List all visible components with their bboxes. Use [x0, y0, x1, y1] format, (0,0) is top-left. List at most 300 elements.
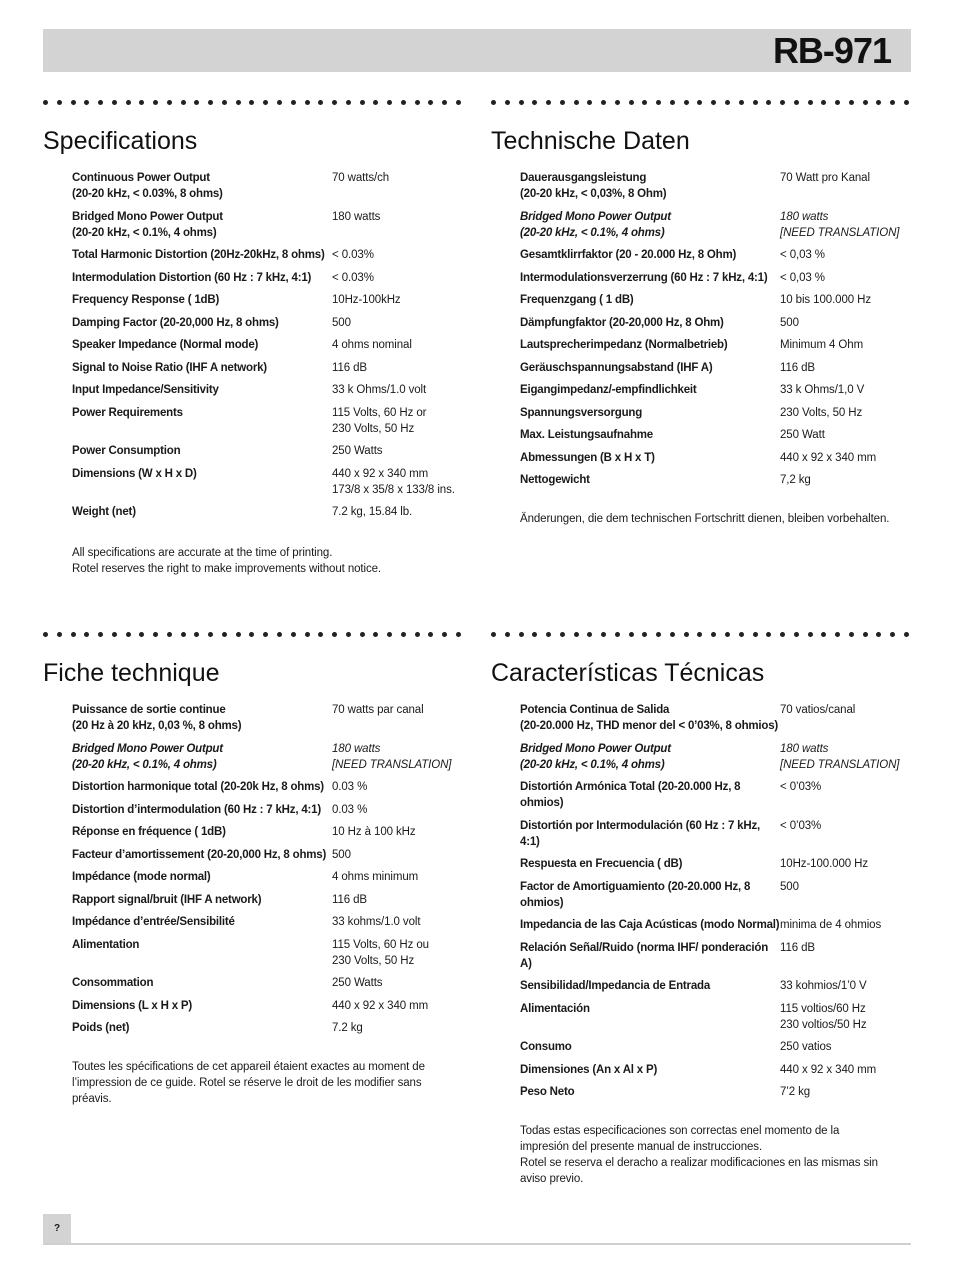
spec-value: < 0’03%	[780, 819, 822, 832]
divider-dot	[428, 632, 433, 637]
spec-value: 33 kohms/1.0 volt	[332, 916, 421, 928]
divider-dot	[711, 100, 716, 105]
divider-dot	[277, 632, 282, 637]
spec-row	[520, 702, 911, 734]
spec-value: 0.03 %	[332, 803, 368, 816]
divider-dot	[684, 100, 689, 105]
divider-dot	[222, 100, 227, 105]
spec-label: Dauerausgangsleistung (20-20 kHz, < 0,03%, 8 Ohm)	[520, 172, 667, 200]
spec-label: Speaker Impedance (Normal mode)	[72, 339, 259, 351]
divider-dot	[601, 632, 606, 637]
divider-dot	[442, 100, 447, 105]
divider-dot	[505, 100, 510, 105]
spec-row	[520, 209, 911, 241]
spec-label: Max. Leistungsaufnahme	[520, 429, 653, 441]
spec-value: 70 vatios/canal	[780, 704, 856, 716]
spec-label: Frequenzgang ( 1 dB)	[520, 294, 634, 306]
footer-rule	[43, 1243, 911, 1245]
divider-dot	[629, 100, 634, 105]
spec-label: Dimensions (W x H x D)	[72, 467, 197, 480]
spec-row	[520, 779, 911, 811]
spec-label: Consommation	[72, 977, 154, 989]
page-number: ?	[43, 1214, 71, 1244]
divider-dot	[84, 100, 89, 105]
spec-row	[520, 427, 911, 443]
divider-dot	[725, 100, 730, 105]
note-line: Toutes les spécifications de cet appareil étaient exactes au moment de	[72, 1061, 425, 1073]
spec-value: 250 vatios	[780, 1041, 832, 1053]
divider-dot	[415, 632, 420, 637]
spec-label: Signal to Noise Ratio (IHF A network)	[72, 361, 267, 374]
spec-label: Bridged Mono Power Output (20-20 kHz, < 0.1%, 4 ohms)	[520, 210, 671, 239]
spec-label: Rapport signal/bruit (IHF A network)	[72, 893, 262, 906]
divider-dot	[519, 100, 524, 105]
note-line: impresión del presente manual de instrucciones.	[520, 1141, 763, 1153]
divider-dot	[57, 632, 62, 637]
spec-row	[72, 824, 463, 840]
divider-dot	[766, 632, 771, 637]
spec-row	[520, 1084, 911, 1100]
spec-row	[520, 247, 911, 263]
divider-dot	[670, 632, 675, 637]
divider-dot	[876, 100, 881, 105]
spec-label: Poids (net)	[72, 1022, 130, 1034]
spec-label: Intermodulationsverzerrung (60 Hz : 7 kHz, 4:1)	[520, 271, 768, 284]
divider-dot	[519, 632, 524, 637]
divider-dot	[753, 100, 758, 105]
note-line: Änderungen, die dem technischen Fortschritt dienen, bleiben vorbehalten.	[520, 513, 890, 525]
spec-value: 180 watts [NEED TRANSLATION]	[780, 742, 900, 771]
divider-dot	[532, 100, 537, 105]
spec-label: Réponse en fréquence ( 1dB)	[72, 826, 226, 838]
note-line: l’impression de ce guide. Rotel se réserve le droit de les modifier sans	[72, 1077, 422, 1089]
divider-dot	[505, 632, 510, 637]
divider-dot	[456, 100, 461, 105]
section-note	[520, 511, 911, 527]
spec-row	[72, 998, 463, 1014]
spec-value: 33 kohmios/1’0 V	[780, 980, 867, 992]
spec-label: Bridged Mono Power Output (20-20 kHz, < 0.1%, 4 ohms)	[72, 742, 223, 771]
divider-dot	[780, 100, 785, 105]
divider-dot	[532, 632, 537, 637]
divider-dot	[491, 100, 496, 105]
spec-value: 180 watts [NEED TRANSLATION]	[780, 210, 900, 239]
spec-label: Continuous Power Output (20-20 kHz, < 0.03%, 8 ohms)	[72, 172, 223, 200]
spec-row	[520, 940, 911, 972]
divider-dot	[656, 100, 661, 105]
divider-dot	[57, 100, 62, 105]
spec-label: Power Consumption	[72, 445, 181, 457]
spec-value: 33 k Ohms/1.0 volt	[332, 384, 427, 396]
divider-dot	[236, 100, 241, 105]
divider-dot	[574, 632, 579, 637]
divider-dot	[263, 100, 268, 105]
spec-label: Frequency Response ( 1dB)	[72, 294, 220, 306]
divider-dot	[249, 100, 254, 105]
divider-dot	[904, 632, 909, 637]
divider-dot	[401, 100, 406, 105]
spec-row	[520, 1039, 911, 1055]
spec-row	[72, 914, 463, 930]
spec-row	[72, 360, 463, 376]
divider-dot	[863, 100, 868, 105]
dot-divider	[491, 100, 911, 106]
spec-row	[520, 315, 911, 331]
spec-value: < 0.03%	[332, 249, 374, 261]
spec-value: < 0’03%	[780, 781, 822, 793]
divider-dot	[808, 632, 813, 637]
divider-dot	[387, 100, 392, 105]
divider-dot	[305, 100, 310, 105]
divider-dot	[876, 632, 881, 637]
spec-value: 500	[332, 316, 351, 329]
divider-dot	[318, 100, 323, 105]
spec-value: minima de 4 ohmios	[780, 919, 882, 931]
spec-label: Dimensions (L x H x P)	[72, 999, 192, 1012]
divider-dot	[835, 632, 840, 637]
divider-dot	[126, 632, 131, 637]
spec-value: 70 Watt pro Kanal	[780, 172, 870, 184]
divider-dot	[236, 632, 241, 637]
divider-dot	[43, 632, 48, 637]
divider-dot	[415, 100, 420, 105]
spec-label: Input Impedance/Sensitivity	[72, 384, 219, 396]
spec-value: 10Hz-100.000 Hz	[780, 858, 868, 870]
spec-table	[72, 170, 463, 520]
section-specifications	[43, 100, 463, 577]
divider-dot	[587, 632, 592, 637]
spec-label: Total Harmonic Distortion (20Hz-20kHz, 8 ohms)	[72, 249, 325, 261]
divider-dot	[739, 632, 744, 637]
spec-value: 250 Watt	[780, 429, 825, 441]
divider-dot	[615, 100, 620, 105]
note-line: préavis.	[72, 1093, 112, 1105]
spec-table	[72, 702, 463, 1036]
spec-value: 115 Volts, 60 Hz or 230 Volts, 50 Hz	[332, 406, 427, 435]
section-title: Características Técnicas	[491, 659, 765, 687]
spec-label: Damping Factor (20-20,000 Hz, 8 ohms)	[72, 316, 279, 329]
spec-label: Impedancia de las Caja Acústicas (modo Normal)	[520, 919, 780, 931]
divider-dot	[849, 100, 854, 105]
spec-row	[72, 247, 463, 263]
divider-dot	[153, 632, 158, 637]
spec-label: Factor de Amortiguamiento (20-20.000 Hz, 8 ohmios)	[520, 880, 751, 909]
divider-dot	[346, 100, 351, 105]
spec-value: 500	[332, 848, 351, 861]
spec-row	[72, 975, 463, 991]
divider-dot	[263, 632, 268, 637]
divider-dot	[615, 632, 620, 637]
section-note	[520, 1123, 911, 1187]
spec-label: Impédance d’entrée/Sensibilité	[72, 916, 235, 928]
divider-dot	[332, 100, 337, 105]
divider-dot	[442, 632, 447, 637]
divider-dot	[360, 100, 365, 105]
divider-dot	[387, 632, 392, 637]
spec-label: Puissance de sortie continue (20 Hz à 20 kHz, 0,03 %, 8 ohms)	[72, 704, 242, 732]
spec-value: 440 x 92 x 340 mm	[780, 451, 877, 464]
note-line: Todas estas especificaciones son correctas enel momento de la	[520, 1125, 840, 1137]
divider-dot	[346, 632, 351, 637]
spec-label: Respuesta en Frecuencia ( dB)	[520, 858, 683, 870]
divider-dot	[428, 100, 433, 105]
spec-row	[72, 802, 463, 818]
divider-dot	[601, 100, 606, 105]
spec-row	[72, 337, 463, 353]
spec-row	[72, 702, 463, 734]
divider-dot	[794, 632, 799, 637]
divider-dot	[208, 632, 213, 637]
spec-label: Facteur d’amortissement (20-20,000 Hz, 8 ohms)	[72, 848, 327, 861]
spec-row	[520, 337, 911, 353]
spec-value: 10 Hz à 100 kHz	[332, 826, 416, 838]
spec-row	[72, 270, 463, 286]
spec-label: Bridged Mono Power Output (20-20 kHz, < 0.1%, 4 ohms)	[520, 742, 671, 771]
spec-row	[520, 1001, 911, 1033]
spec-value: 70 watts par canal	[332, 704, 424, 716]
divider-dot	[373, 632, 378, 637]
spec-row	[520, 170, 911, 202]
spec-label: Distortion d’intermodulation (60 Hz : 7 kHz, 4:1)	[72, 803, 321, 816]
divider-dot	[670, 100, 675, 105]
note-line: aviso previo.	[520, 1173, 584, 1185]
spec-row	[72, 170, 463, 202]
spec-label: Peso Neto	[520, 1086, 575, 1098]
divider-dot	[291, 632, 296, 637]
divider-dot	[642, 100, 647, 105]
divider-dot	[318, 632, 323, 637]
spec-value: 180 watts	[332, 210, 381, 223]
divider-dot	[98, 100, 103, 105]
spec-label: Power Requirements	[72, 406, 183, 419]
spec-row	[72, 466, 463, 498]
spec-row	[520, 360, 911, 376]
spec-value: Minimum 4 Ohm	[780, 339, 864, 351]
divider-dot	[863, 632, 868, 637]
spec-value: 116 dB	[332, 893, 367, 906]
spec-label: Sensibilidad/Impedancia de Entrada	[520, 980, 711, 992]
spec-row	[72, 443, 463, 459]
dot-divider	[43, 100, 463, 106]
spec-value: 440 x 92 x 340 mm	[332, 999, 429, 1012]
spec-value: 440 x 92 x 340 mm	[780, 1063, 877, 1076]
divider-dot	[739, 100, 744, 105]
divider-dot	[71, 100, 76, 105]
divider-dot	[277, 100, 282, 105]
section-title: Technische Daten	[491, 127, 690, 155]
spec-label: Lautsprecherimpedanz (Normalbetrieb)	[520, 339, 728, 351]
divider-dot	[222, 632, 227, 637]
divider-dot	[167, 100, 172, 105]
divider-dot	[697, 100, 702, 105]
divider-dot	[126, 100, 131, 105]
spec-value: 0.03 %	[332, 781, 368, 793]
divider-dot	[360, 632, 365, 637]
spec-row	[520, 270, 911, 286]
spec-label: Bridged Mono Power Output (20-20 kHz, < 0.1%, 4 ohms)	[72, 210, 223, 239]
divider-dot	[249, 632, 254, 637]
spec-row	[72, 779, 463, 795]
spec-row	[72, 382, 463, 398]
divider-dot	[401, 632, 406, 637]
spec-value: 500	[780, 880, 799, 893]
divider-dot	[890, 100, 895, 105]
spec-row	[520, 1062, 911, 1078]
spec-value: 70 watts/ch	[332, 172, 390, 184]
section-technische-daten	[491, 100, 911, 527]
divider-dot	[780, 632, 785, 637]
spec-row	[72, 1020, 463, 1036]
divider-dot	[835, 100, 840, 105]
dot-divider	[491, 632, 911, 638]
divider-dot	[546, 632, 551, 637]
section-note	[72, 1059, 463, 1107]
spec-row	[520, 978, 911, 994]
spec-value: < 0,03 %	[780, 271, 825, 284]
spec-value: 230 Volts, 50 Hz	[780, 406, 863, 419]
divider-dot	[766, 100, 771, 105]
spec-table	[520, 702, 911, 1100]
spec-value: 250 Watts	[332, 977, 383, 989]
divider-dot	[684, 632, 689, 637]
divider-dot	[291, 100, 296, 105]
spec-label: Nettogewicht	[520, 474, 590, 486]
divider-dot	[725, 632, 730, 637]
spec-label: Dimensiones (An x Al x P)	[520, 1063, 658, 1076]
divider-dot	[821, 632, 826, 637]
spec-value: 180 watts [NEED TRANSLATION]	[332, 742, 452, 771]
spec-value: 115 Volts, 60 Hz ou 230 Volts, 50 Hz	[332, 938, 429, 967]
section-title: Specifications	[43, 127, 198, 155]
divider-dot	[84, 632, 89, 637]
spec-label: Spannungsversorgung	[520, 406, 643, 419]
divider-dot	[373, 100, 378, 105]
spec-row	[72, 741, 463, 773]
spec-row	[72, 937, 463, 969]
spec-row	[72, 892, 463, 908]
spec-label: Consumo	[520, 1041, 572, 1053]
spec-row	[520, 879, 911, 911]
section-note	[72, 545, 463, 577]
divider-dot	[153, 100, 158, 105]
divider-dot	[139, 100, 144, 105]
divider-dot	[642, 632, 647, 637]
divider-dot	[456, 632, 461, 637]
divider-dot	[697, 632, 702, 637]
divider-dot	[112, 100, 117, 105]
spec-label: Alimentation	[72, 938, 140, 951]
divider-dot	[181, 632, 186, 637]
header-bar	[43, 29, 911, 72]
spec-row	[72, 209, 463, 241]
note-line: All specifications are accurate at the time of printing.	[72, 547, 333, 559]
divider-dot	[71, 632, 76, 637]
divider-dot	[794, 100, 799, 105]
spec-label: Relación Señal/Ruido (norma IHF/ ponderación A)	[520, 941, 769, 970]
divider-dot	[208, 100, 213, 105]
divider-dot	[821, 100, 826, 105]
divider-dot	[587, 100, 592, 105]
divider-dot	[711, 632, 716, 637]
spec-label: Eigangimpedanz/-empfindlichkeit	[520, 384, 697, 396]
spec-row	[520, 382, 911, 398]
divider-dot	[181, 100, 186, 105]
divider-dot	[139, 632, 144, 637]
spec-value: < 0.03%	[332, 271, 374, 284]
spec-value: < 0,03 %	[780, 249, 825, 261]
spec-value: 7.2 kg	[332, 1022, 363, 1034]
divider-dot	[560, 632, 565, 637]
divider-dot	[332, 632, 337, 637]
spec-value: 4 ohms nominal	[332, 339, 412, 351]
divider-dot	[546, 100, 551, 105]
divider-dot	[904, 100, 909, 105]
spec-label: Dämpfungfaktor (20-20,000 Hz, 8 Ohm)	[520, 316, 724, 329]
spec-label: Impédance (mode normal)	[72, 871, 211, 883]
spec-row	[72, 847, 463, 863]
spec-label: Gesamtklirrfaktor (20 - 20.000 Hz, 8 Ohm)	[520, 249, 737, 261]
divider-dot	[98, 632, 103, 637]
spec-value: 250 Watts	[332, 445, 383, 457]
spec-value: 33 k Ohms/1,0 V	[780, 384, 865, 396]
divider-dot	[574, 100, 579, 105]
note-line: Rotel reserves the right to make improvements without notice.	[72, 563, 382, 575]
spec-label: Distortión Armónica Total (20-20.000 Hz, 8 ohmios)	[520, 781, 741, 809]
spec-row	[72, 315, 463, 331]
spec-value: 7,2 kg	[780, 474, 811, 486]
spec-row	[520, 818, 911, 850]
spec-value: 4 ohms minimum	[332, 871, 419, 883]
section-caracteristicas-tecnicas	[491, 632, 911, 1187]
divider-dot	[753, 632, 758, 637]
section-title: Fiche technique	[43, 659, 220, 687]
spec-row	[520, 917, 911, 933]
spec-row	[72, 504, 463, 520]
spec-row	[72, 869, 463, 885]
divider-dot	[305, 632, 310, 637]
spec-row	[520, 292, 911, 308]
spec-value: 500	[780, 316, 799, 329]
divider-dot	[808, 100, 813, 105]
spec-table	[520, 170, 911, 488]
spec-value: 116 dB	[780, 941, 815, 954]
spec-row	[520, 741, 911, 773]
divider-dot	[112, 632, 117, 637]
dot-divider	[43, 632, 463, 638]
spec-row	[520, 856, 911, 872]
spec-value: 7.2 kg, 15.84 lb.	[332, 506, 413, 518]
spec-label: Intermodulation Distortion (60 Hz : 7 kHz, 4:1)	[72, 271, 312, 284]
spec-row	[520, 472, 911, 488]
spec-label: Distortión por Intermodulación (60 Hz : 7 kHz, 4:1)	[520, 819, 760, 848]
spec-label: Abmessungen (B x H x T)	[520, 451, 655, 464]
model-title: RB-971	[772, 30, 891, 71]
divider-dot	[194, 632, 199, 637]
spec-value: 116 dB	[780, 361, 815, 374]
spec-label: Potencia Continua de Salida (20-20.000 Hz, THD menor del < 0’03%, 8 ohmios)	[520, 704, 779, 732]
spec-label: Geräuschspannungsabstand (IHF A)	[520, 361, 713, 374]
divider-dot	[43, 100, 48, 105]
spec-value: 7’2 kg	[780, 1086, 811, 1098]
spec-value: 116 dB	[332, 361, 367, 374]
spec-row	[72, 292, 463, 308]
spec-label: Alimentación	[520, 1002, 590, 1015]
spec-label: Distortion harmonique total (20-20k Hz, 8 ohms)	[72, 781, 324, 793]
spec-label: Weight (net)	[72, 506, 136, 518]
divider-dot	[629, 632, 634, 637]
divider-dot	[491, 632, 496, 637]
spec-value: 440 x 92 x 340 mm 173/8 x 35/8 x 133/8 ins.	[332, 467, 455, 496]
